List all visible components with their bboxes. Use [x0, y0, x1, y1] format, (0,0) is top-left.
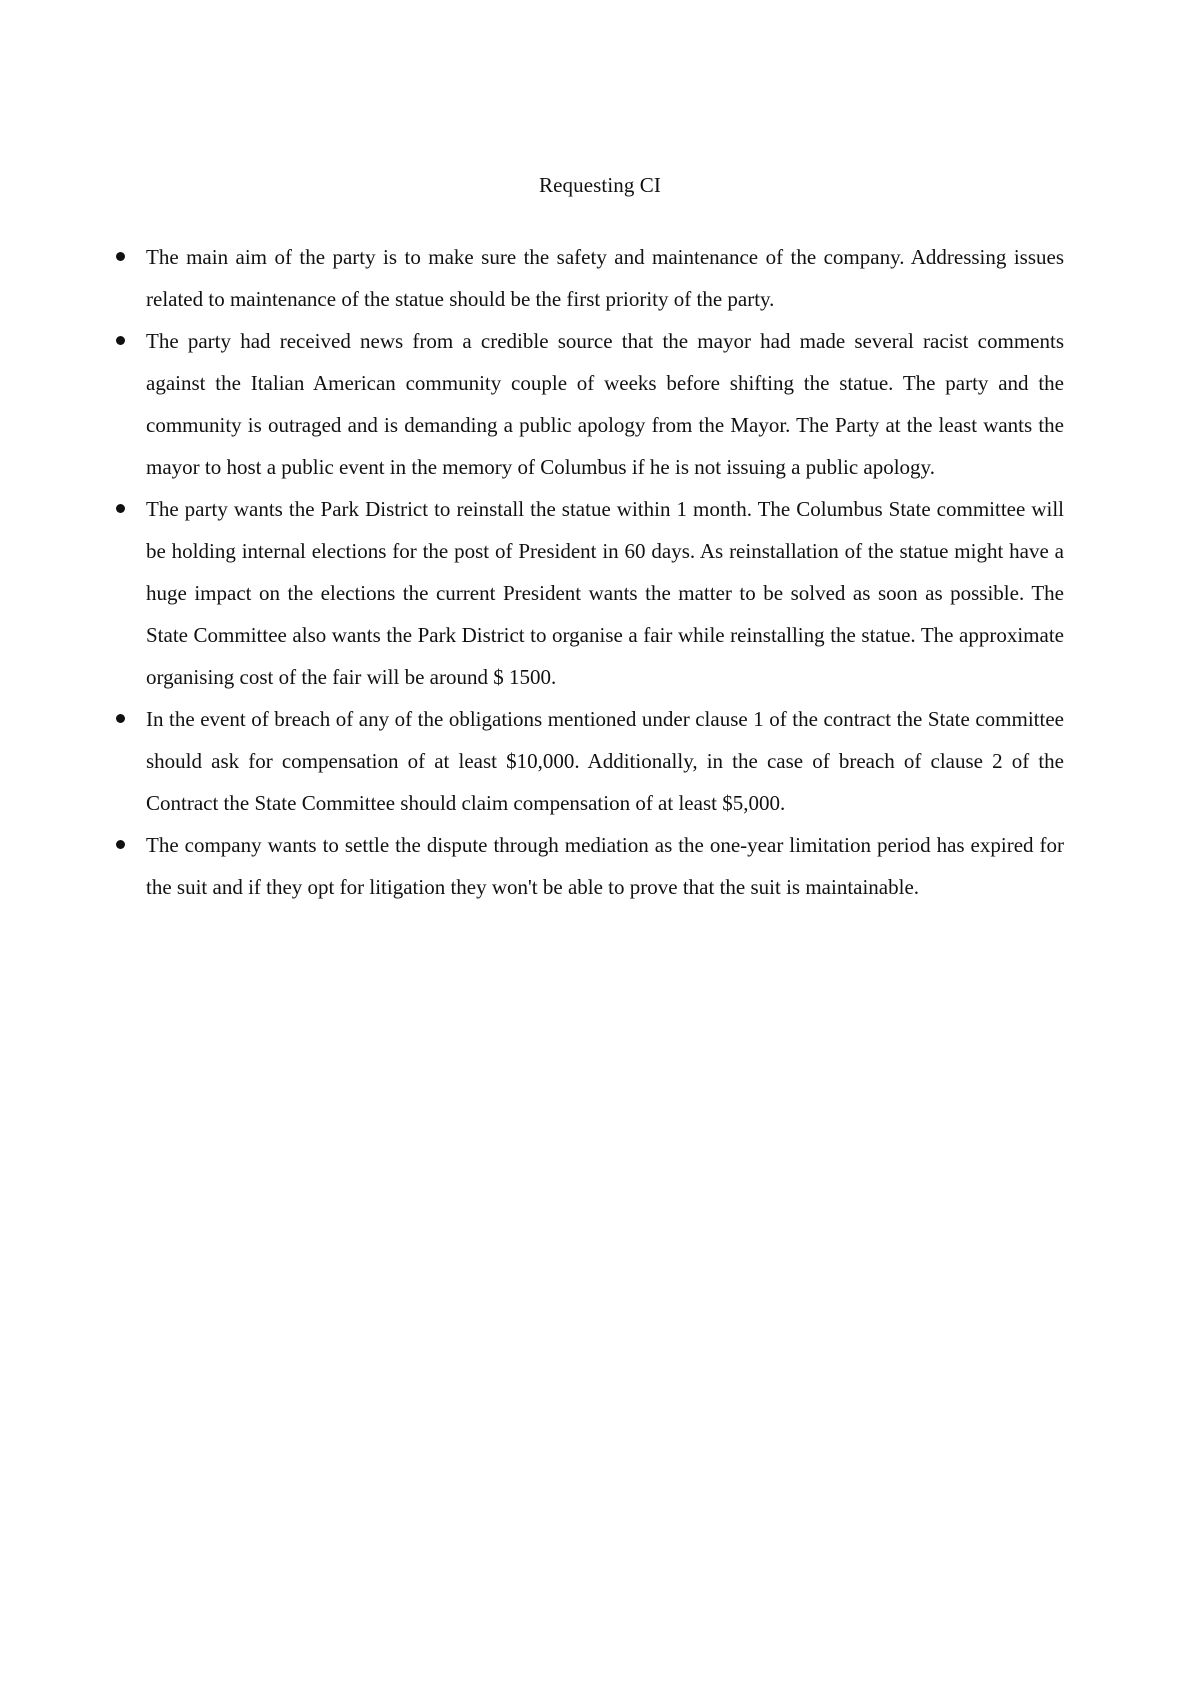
list-item-text: The party wants the Park District to reinstall the statue within 1 month. The Columbus State committee will be holding internal elections for the post of President in 60 days. As reinstallation of the statue might have a huge impact on the elections the current President wants the matter to be solved as soon as possible. The State Committee also wants the Park District to organise a fair while reinstalling the statue. The approximate organising cost of the fair will be around $ 1500. — [146, 497, 1064, 689]
list-item — [146, 824, 1064, 908]
bullet-icon — [116, 504, 125, 513]
bullet-icon — [116, 714, 125, 723]
list-item — [146, 320, 1064, 488]
bullet-icon — [116, 252, 125, 261]
bullet-icon — [116, 840, 125, 849]
list-item — [146, 698, 1064, 824]
list-item-text: In the event of breach of any of the obligations mentioned under clause 1 of the contract the State committee should ask for compensation of at least $10,000. Additionally, in the case of breach of clause 2 of the Contract the State Committee should claim compensation of at least $5,000. — [146, 707, 1064, 815]
bullet-list — [146, 236, 1064, 908]
list-item-text: The main aim of the party is to make sure the safety and maintenance of the company. Addressing issues related to maintenance of the statue should be the first priority of the party. — [146, 245, 1064, 311]
list-item-text: The party had received news from a credible source that the mayor had made several racist comments against the Italian American community couple of weeks before shifting the statue. The party and the community is outraged and is demanding a public apology from the Mayor. The Party at the least wants the mayor to host a public event in the memory of Columbus if he is not issuing a public apology. — [146, 329, 1064, 479]
list-item-text: The company wants to settle the dispute through mediation as the one-year limitation period has expired for the suit and if they opt for litigation they won't be able to prove that the suit is maintainable. — [146, 833, 1064, 899]
bullet-icon — [116, 336, 125, 345]
list-item — [146, 488, 1064, 698]
document-title: Requesting CI — [538, 173, 662, 197]
list-item — [146, 236, 1064, 320]
